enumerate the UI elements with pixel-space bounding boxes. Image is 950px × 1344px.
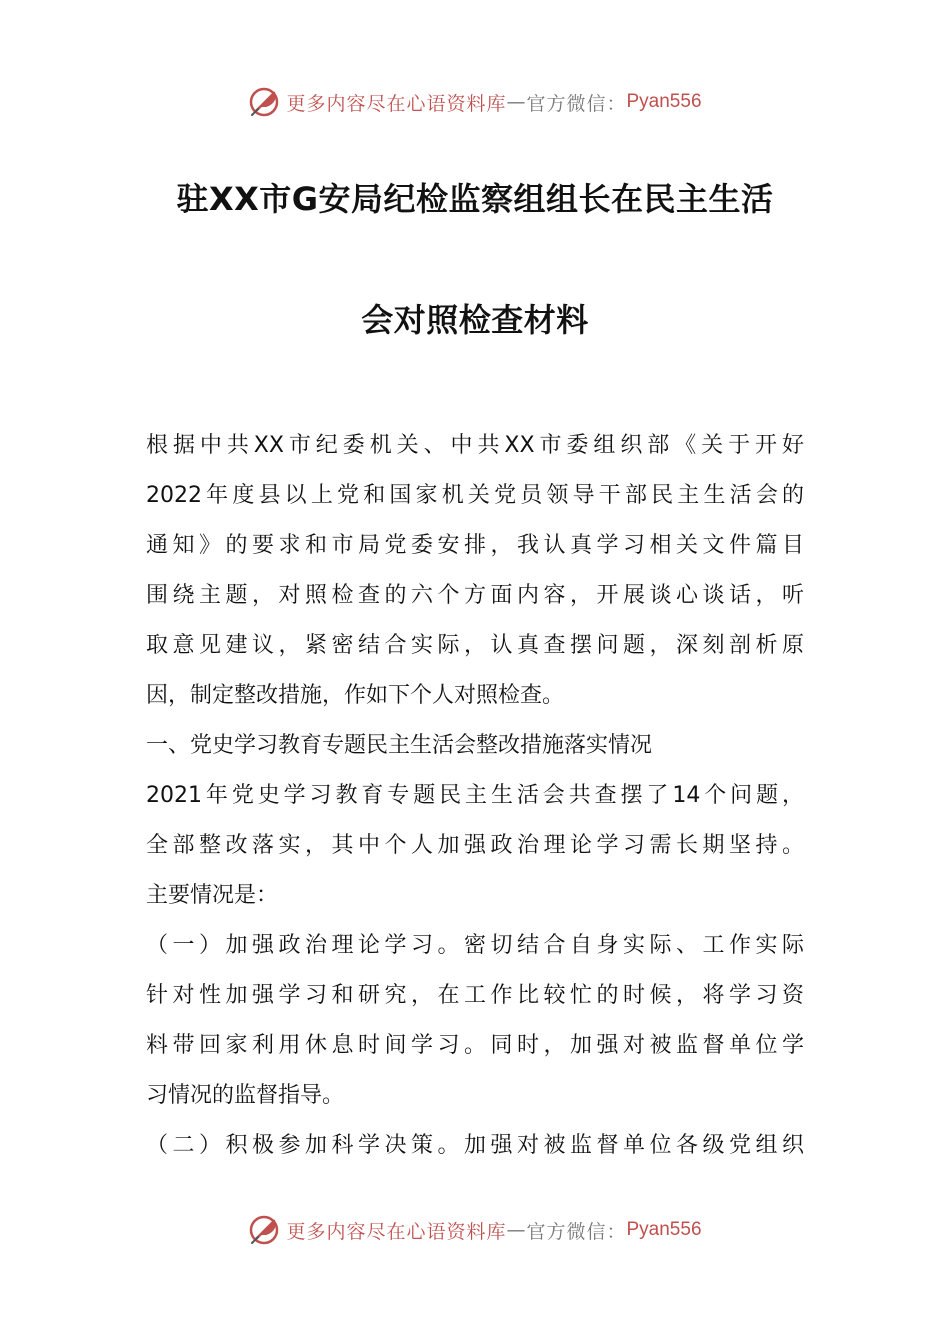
banner-wechat-id: Pyan556: [626, 91, 702, 112]
body-line: 主要情况是：: [146, 883, 279, 908]
footer-watermark: [0, 1210, 950, 1250]
banner-separator: —: [506, 91, 527, 113]
banner-wechat-label: 官方微信：: [526, 1220, 627, 1243]
body-line: 围绕主题，对照检查的六个方面内容，开展谈心谈话，听: [146, 583, 804, 608]
quill-pen-icon: [248, 85, 282, 119]
header-watermark: [0, 82, 950, 122]
section-heading: 一、党史学习教育专题民主生活会整改措施落实情况: [146, 733, 653, 758]
body-line: （一）加强政治理论学习。密切结合自身实际、工作实际: [146, 933, 804, 958]
banner-wechat-id: Pyan556: [626, 1219, 702, 1240]
body-line: 取意见建议，紧密结合实际，认真查摆问题，深刻剖析原: [146, 633, 804, 658]
body-line: 因，制定整改措施，作如下个人对照检查。: [146, 683, 565, 708]
body-line: 针对性加强学习和研究，在工作比较忙的时候，将学习资: [146, 983, 804, 1008]
body-line: 2021年党史学习教育专题民主生活会共查摆了14个问题，: [146, 783, 804, 808]
quill-pen-icon: [248, 1213, 282, 1247]
document-title-line-2: 会对照检查材料: [361, 301, 589, 339]
banner-site-name: 更多内容尽在心语资料库: [286, 1220, 507, 1243]
body-line: （二）积极参加科学决策。加强对被监督单位各级党组织: [146, 1133, 804, 1158]
banner-wechat-label: 官方微信：: [526, 92, 627, 115]
body-line: 料带回家利用休息时间学习。同时，加强对被监督单位学: [146, 1033, 804, 1058]
body-line: 根据中共XX市纪委机关、中共XX市委组织部《关于开好: [146, 433, 804, 458]
body-line: 习情况的监督指导。: [146, 1083, 345, 1108]
body-line: 全部整改落实，其中个人加强政治理论学习需长期坚持。: [146, 833, 804, 858]
banner-separator: —: [506, 1219, 527, 1241]
document-title-line-1: 驻XX市G安局纪检监察组组长在民主生活: [176, 180, 774, 218]
body-line: 通知》的要求和市局党委安排，我认真学习相关文件篇目: [146, 533, 804, 558]
banner-site-name: 更多内容尽在心语资料库: [286, 92, 507, 115]
body-line: 2022年度县以上党和国家机关党员领导干部民主生活会的: [146, 483, 804, 508]
